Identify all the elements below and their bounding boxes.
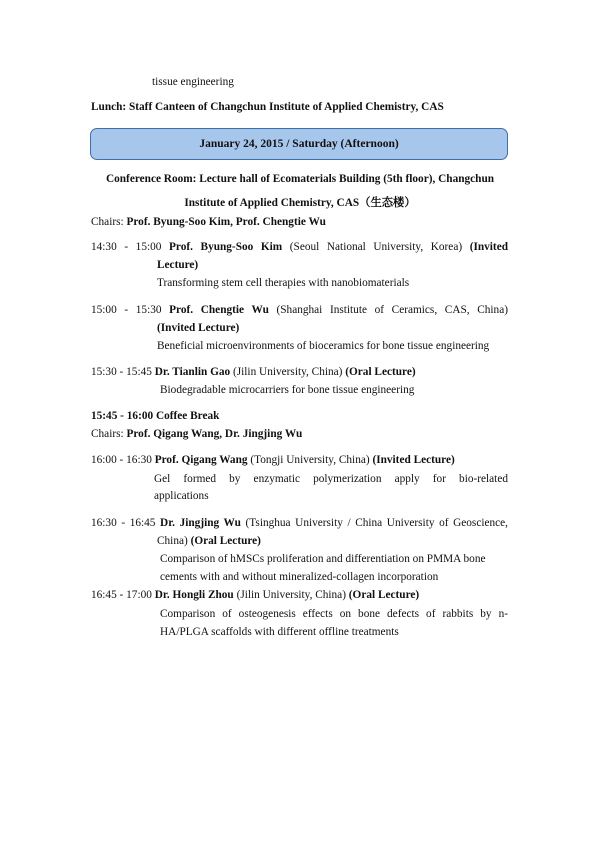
talk-time: 15:30 - 15:45 (91, 366, 152, 378)
coffee-break: 15:45 - 16:00 Coffee Break (91, 410, 220, 422)
talk-1-header (91, 240, 508, 254)
date-header-box (90, 128, 508, 160)
talk-speaker: Dr. Tianlin Gao (154, 366, 231, 378)
talk-speaker: Prof. Qigang Wang (154, 454, 248, 466)
venue-line-1: Conference Room: Lecture hall of Ecomaterials Building (5th floor), Changchun (105, 173, 495, 185)
talk-5-title-line-1: Comparison of hMSCs proliferation and differentiation on PMMA bone (160, 553, 486, 565)
talk-time: 16:30 - 16:45 (91, 517, 156, 529)
talk-2-type: (Invited Lecture) (157, 322, 240, 334)
lunch-note: Lunch: Staff Canteen of Changchun Institute of Applied Chemistry, CAS (91, 101, 444, 113)
chairs-session-1 (91, 215, 326, 229)
talk-affiliation: (Shanghai Institute of Ceramics, CAS, China) (276, 304, 508, 316)
venue-line-2: Institute of Applied Chemistry, CAS（生态楼） (184, 197, 416, 209)
talk-affiliation: (Jilin University, China) (233, 366, 343, 378)
talk-3-header (91, 365, 416, 379)
talk-1-type-cont: Lecture) (157, 259, 199, 271)
talk-speaker: Dr. Hongli Zhou (154, 589, 234, 601)
talk-affiliation: (Tongji University, China) (250, 454, 370, 466)
talk-affiliation: (Seoul National University, Korea) (289, 241, 463, 253)
talk-type: (Oral Lecture) (345, 366, 416, 378)
chairs-label: Chairs: (91, 428, 127, 440)
chairs-names: Prof. Byung-Soo Kim, Prof. Chengtie Wu (126, 216, 326, 228)
talk-4-title-line-1: Gel formed by enzymatic polymerization apply for bio-related (154, 473, 508, 485)
talk-time: 15:00 - 15:30 (91, 304, 162, 316)
continued-topic: tissue engineering (152, 76, 234, 88)
talk-6-header (91, 588, 419, 602)
talk-speaker: Prof. Chengtie Wu (169, 304, 269, 316)
talk-4-title-line-2: applications (154, 490, 209, 502)
talk-6-title-line-1: Comparison of osteogenesis effects on bone defects of rabbits by n- (160, 608, 508, 620)
talk-affiliation-cont: China) (157, 535, 188, 547)
chairs-label: Chairs: (91, 216, 127, 228)
talk-type: (Invited (469, 241, 508, 253)
talk-affiliation: (Jilin University, China) (236, 589, 346, 601)
talk-5-title-line-2: cements with and without mineralized-collagen incorporation (160, 571, 439, 583)
talk-2-title: Beneficial microenvironments of bioceramics for bone tissue engineering (157, 340, 490, 352)
talk-type: (Oral Lecture) (190, 535, 261, 547)
talk-type: (Oral Lecture) (348, 589, 420, 601)
chairs-names: Prof. Qigang Wang, Dr. Jingjing Wu (126, 428, 303, 440)
talk-speaker: Prof. Byung-Soo Kim (169, 241, 283, 253)
talk-6-title-line-2: HA/PLGA scaffolds with different offline treatments (160, 626, 399, 638)
talk-affiliation: (Tsinghua University / China University of Geoscience, (245, 517, 508, 529)
talk-time: 16:00 - 16:30 (91, 454, 152, 466)
chairs-session-2 (91, 427, 302, 441)
talk-speaker: Dr. Jingjing Wu (160, 517, 241, 529)
talk-3-title: Biodegradable microcarriers for bone tissue engineering (160, 384, 415, 396)
talk-type: (Invited Lecture) (372, 454, 455, 466)
talk-1-title: Transforming stem cell therapies with nanobiomaterials (157, 277, 410, 289)
talk-2-header (91, 303, 508, 317)
talk-4-header (91, 453, 455, 467)
talk-5-header (91, 516, 508, 530)
talk-time: 14:30 - 15:00 (91, 241, 162, 253)
talk-5-header-cont (157, 534, 261, 548)
date-header: January 24, 2015 / Saturday (Afternoon) (199, 138, 399, 150)
talk-time: 16:45 - 17:00 (91, 589, 152, 601)
